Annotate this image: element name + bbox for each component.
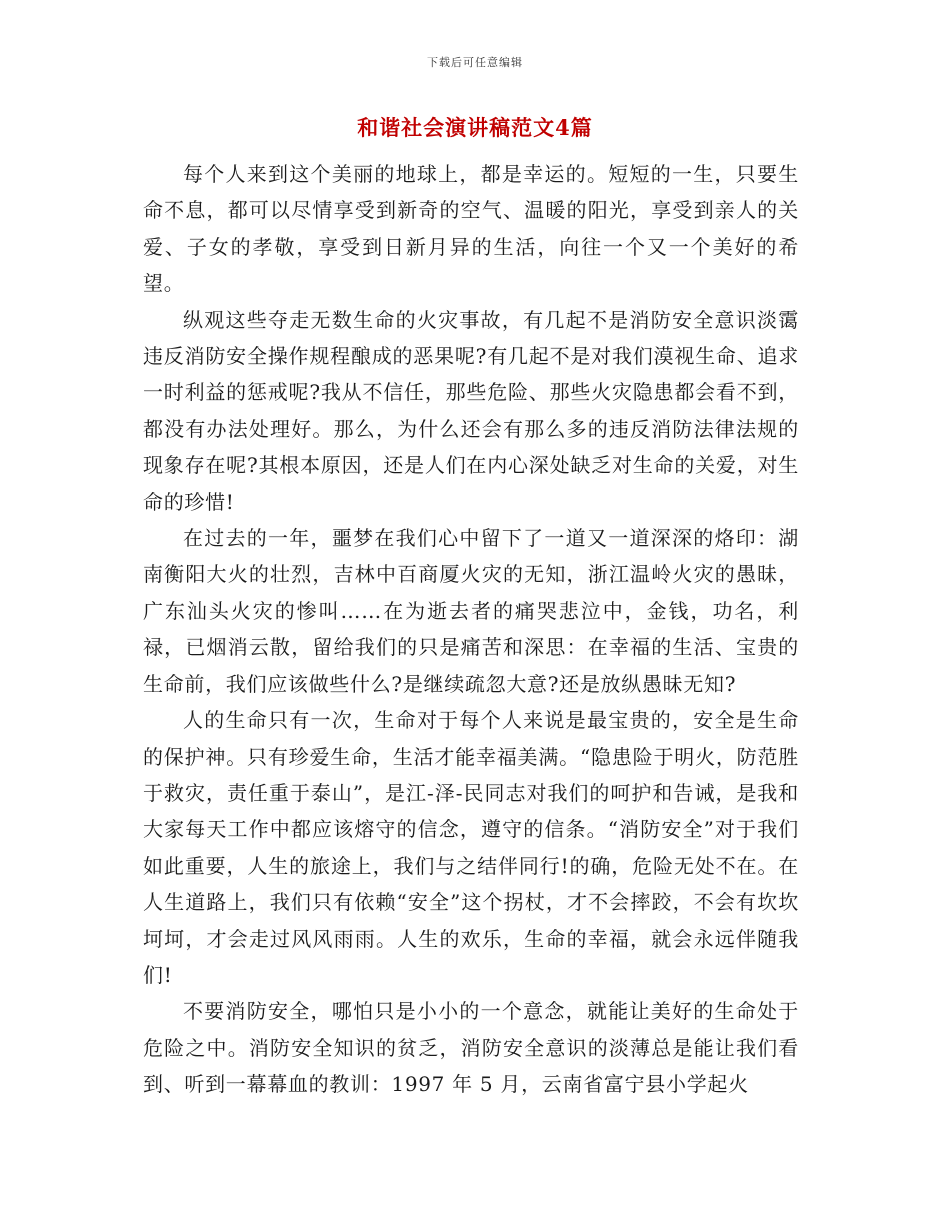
paragraph-5: 不要消防安全，哪怕只是小小的一个意念，就能让美好的生命处于危险之中。消防安全知识的贫乏，消防安全意识的淡薄总是能让我们看到、听到一幕幕血的教训：1997 年 5 月，云南省富宁县小学起火 xyxy=(143,999,799,1097)
document-body xyxy=(143,156,799,1103)
paragraph-3: 在过去的一年，噩梦在我们心中留下了一道又一道深深的烙印：湖南衡阳大火的壮烈，吉林中百商厦火灾的无知，浙江温岭火灾的愚昧，广东汕头火灾的惨叫……在为逝去者的痛哭悲泣中，金钱，功名，利禄，已烟消云散，留给我们的只是痛苦和深思：在幸福的生活、宝贵的生命前，我们应该做些什么?是继续疏忽大意?还是放纵愚昧无知? xyxy=(143,526,799,696)
paragraph-4: 人的生命只有一次，生命对于每个人来说是最宝贵的，安全是生命的保护神。只有珍爱生命，生活才能幸福美满。“隐患险于明火，防范胜于救灾，责任重于泰山”，是江-泽-民同志对我们的呵护和告诫，是我和大家每天工作中都应该熔守的信念，遵守的信条。“消防安全”对于我们如此重要，人生的旅途上，我们与之结伴同行!的确，危险无处不在。在人生道路上，我们只有依赖“安全”这个拐杖，才不会摔跤，不会有坎坎坷坷，才会走过风风雨雨。人生的欢乐，生命的幸福，就会永远伴随我们! xyxy=(143,708,799,987)
page-header-note: 下载后可任意编辑 xyxy=(427,56,523,69)
document-title: 和谐社会演讲稿范文4篇 xyxy=(357,115,593,140)
paragraph-2: 纵观这些夺走无数生命的火灾事故，有几起不是消防安全意识淡霭违反消防安全操作规程酿成的恶果呢?有几起不是对我们漠视生命、追求一时利益的惩戒呢?我从不信任，那些危险、那些火灾隐患都会看不到，都没有办法处理好。那么，为什么还会有那么多的违反消防法律法规的现象存在呢?其根本原因，还是人们在内心深处缺乏对生命的关爱，对生命的珍惜! xyxy=(143,307,799,514)
paragraph-1: 每个人来到这个美丽的地球上，都是幸运的。短短的一生，只要生命不息，都可以尽情享受到新奇的空气、温暖的阳光，享受到亲人的关爱、子女的孝敬，享受到日新月异的生活，向往一个又一个美好的希望。 xyxy=(143,162,799,296)
